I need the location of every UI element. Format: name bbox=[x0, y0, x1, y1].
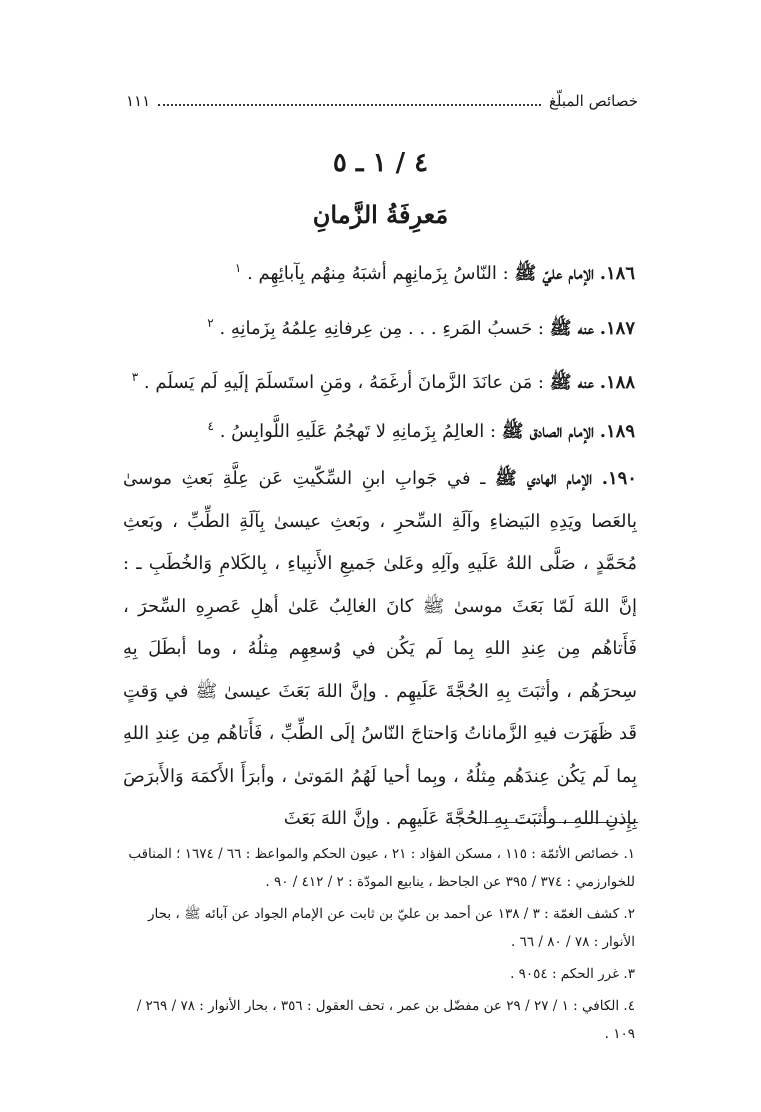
footnote-1: ١. خصائص الأئمّة : ١١٥ ، مسكن الفؤاد : ٢١ ، عيون الحكم والمواعظ : ٦٦ / ١٦٧٤ ؛ المناقب للخوارزمي : ٣٧٤ / ٣٩٥ عن الجاحظ ، ينابيع المودّة : ٢ / ٤١٢ / ٩٠ . bbox=[128, 846, 635, 890]
entry-speaker: الإمام الصادق ﷺ bbox=[501, 421, 594, 442]
dotted-leader bbox=[158, 104, 541, 106]
entry-number: ١٩٠. bbox=[601, 468, 637, 489]
hadith-entry-189 bbox=[123, 412, 635, 446]
entry-text: : مَن عانَدَ الزَّمانَ أرغَمَهُ ، ومَنِ استَسلَمَ إلَيهِ لَم يَسلَم . bbox=[143, 372, 544, 393]
footnote-ref[interactable]: ٤ bbox=[207, 419, 214, 433]
entry-number: ١٨٨. bbox=[599, 372, 635, 393]
hadith-entry-187 bbox=[123, 309, 635, 343]
entry-speaker: الإمام الهادي ﷺ bbox=[495, 468, 593, 489]
footnote-ref[interactable]: ٣ bbox=[131, 370, 139, 384]
section-number: ٤ / ١ ـ ٥ bbox=[332, 148, 429, 178]
footnote-ref[interactable]: ١ bbox=[234, 261, 242, 275]
running-header bbox=[126, 88, 638, 114]
entry-number: ١٨٧. bbox=[599, 318, 635, 339]
entry-speaker: عنه ﷺ bbox=[549, 372, 594, 393]
section-title: مَعرِفَةُ الزَّمانِ bbox=[312, 200, 449, 229]
footnote-ref[interactable]: ٢ bbox=[207, 316, 214, 330]
entry-number: ١٨٩. bbox=[599, 421, 635, 442]
entry-text: ـ في جَوابِ ابنِ السِّكّيتِ عَن عِلَّةِ بَعثِ موسىٰ بِالعَصا ويَدِهِ البَيضاءِ وآلَةِ السِّحرِ ، وبَعثِ عيسىٰ بِآلَةِ الطِّبِّ ، وبَعثِ مُحَمَّدٍ ، صَلَّى اللهُ عَلَيهِ وآلِهِ وعَلىٰ جَميعِ الأَنبِياءِ ، بِالكَلامِ وَالخُطَبِ ـ : إنَّ اللهَ لَمّا بَعَثَ موسىٰ ﷺ كانَ الغالِبُ عَلىٰ أهلِ عَصرِهِ السِّحرَ ، فَأَتاهُم مِن عِندِ اللهِ بِما لَم يَكُن في وُسعِهِم مِثلُهُ ، وما أبطَلَ بِهِ سِحرَهُم ، وأثبَتَ بِهِ الحُجَّةَ عَلَيهِم . وإنَّ اللهَ بَعَثَ عيسىٰ ﷺ في وَقتٍ قَد ظَهَرَت فيهِ الزَّماناتُ وَاحتاجَ النّاسُ إلَى الطِّبِّ ، فَأَتاهُم مِن عِندِ اللهِ بِما لَم يَكُن عِندَهُم مِثلُهُ ، وبِما أحيا لَهُمُ المَوتىٰ ، وأبرَأَ الأَكمَهَ وَالأَبرَصَ بِإِذنِ اللهِ ، وأثبَتَ بِهِ الحُجَّةَ عَلَيهِم . وإنَّ اللهَ بَعَثَ bbox=[123, 468, 637, 829]
entry-speaker: عنه ﷺ bbox=[549, 318, 594, 339]
footnotes bbox=[121, 840, 635, 1052]
footnote-2: ٢. كشف الغمّة : ٣ / ١٣٨ عن أحمد بن عليّ بن ثابت عن الإمام الجواد عن آبائه ﷺ ، بحار الأنوار : ٧٨ / ٨٠ / ٦٦ . bbox=[148, 906, 635, 950]
footnote-3: ٣. غرر الحكم : ٩٠٥٤ . bbox=[510, 966, 635, 982]
entry-speaker: الإمام عليّ ﷺ bbox=[514, 263, 594, 284]
footnote-4: ٤. الكافي : ١ / ٢٧ / ٢٩ عن مفضّل بن عمر ، تحف العقول : ٣٥٦ ، بحار الأنوار : ٧٨ / ٢٦٩ / ١٠٩ . bbox=[136, 998, 635, 1042]
page-number: ١١١ bbox=[126, 92, 151, 110]
entry-text: : العالِمُ بِزَمانِهِ لا تَهجُمُ عَلَيهِ اللَّوابِسُ . bbox=[219, 421, 497, 442]
footnote-separator bbox=[482, 822, 638, 823]
entry-text: : حَسبُ المَرءِ . . . مِن عِرفانِهِ عِلمُهُ بِزَمانِهِ . bbox=[219, 318, 544, 339]
entry-number: ١٨٦. bbox=[599, 263, 635, 284]
hadith-entry-186 bbox=[123, 254, 635, 288]
entry-text: : النّاسُ بِزَمانِهِم أشبَهُ مِنهُم بِآبائِهِم . bbox=[247, 263, 509, 284]
hadith-entry-188 bbox=[123, 363, 635, 397]
running-header-title: خصائص المبلّغ bbox=[548, 92, 638, 110]
hadith-entry-190 bbox=[123, 458, 637, 841]
